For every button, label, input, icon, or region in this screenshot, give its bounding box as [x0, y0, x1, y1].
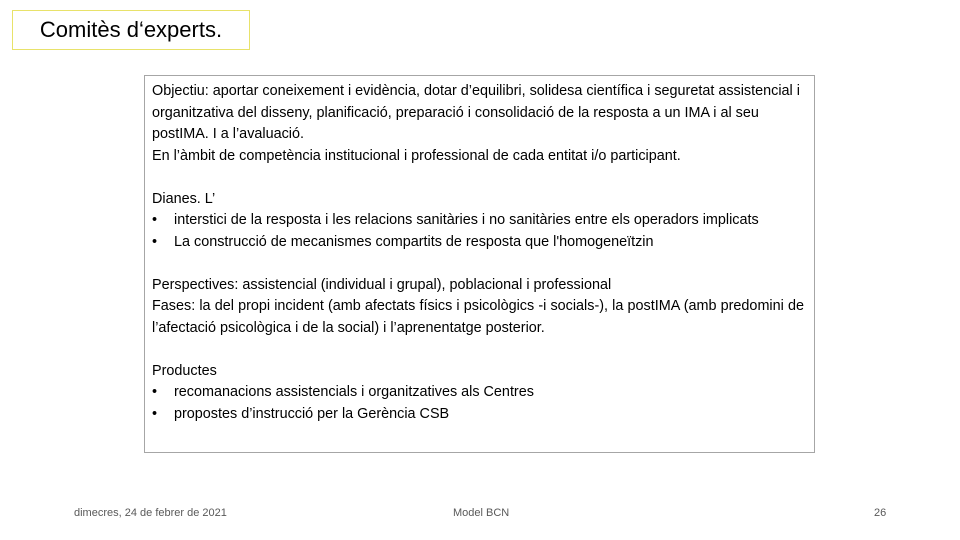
targets-suffix: . L’ — [196, 190, 216, 207]
product-item-1: recomanacions assistencials i organitzatives als Centres — [174, 384, 534, 400]
objective-paragraph — [152, 81, 804, 146]
phases-paragraph — [152, 296, 804, 339]
list-item — [152, 382, 804, 404]
footer-date: dimecres, 24 de febrer de 2021 — [74, 507, 227, 519]
phases-text: : la del propi incident (amb afectats físics i psicològics -i socials-), la postIMA (amb predomini de l’afectació psicològica i de la social) i l’aprenentatge posterior. — [152, 298, 804, 336]
list-item — [152, 210, 804, 232]
targets-label: Dianes — [152, 190, 197, 207]
objective-ima: IMA — [179, 126, 205, 142]
bullet-icon: • — [152, 405, 158, 422]
list-item — [152, 232, 804, 254]
perspectives-section — [152, 275, 804, 340]
targets-section — [152, 189, 804, 254]
objective-scope: En l’àmbit de competència institucional i professional de cada entitat i/o participant. — [152, 147, 681, 164]
slide-title-box — [12, 10, 250, 50]
content-box — [144, 75, 815, 453]
perspectives-paragraph — [152, 275, 804, 297]
slide-title: Comitès d‘experts. — [39, 17, 223, 42]
bullet-icon: • — [152, 384, 158, 400]
products-label: Productes — [152, 362, 217, 379]
product-item-2: propostes d’instrucció per la Gerència CSB — [174, 405, 450, 422]
footer-page-number: 26 — [874, 507, 887, 519]
target-item-2: La construcció de mecanismes compartits de resposta que l'homogeneïtzin — [174, 233, 654, 250]
objective-text: : aportar coneixement i evidència, dotar d’equilibri, solidesa científica i seguretat assistencial i organitzativa del disseny, planificació, preparació i consolidació de la resposta a un IMA i al seu post — [152, 83, 800, 142]
products-section — [152, 361, 804, 426]
objective-text-end: . I a l’avaluació. — [204, 126, 304, 142]
objective-section — [152, 81, 804, 167]
phases-label: Fases — [152, 298, 192, 314]
objective-label: Objectiu — [152, 83, 205, 99]
target-item-1: interstici de la resposta i les relacions sanitàries i no sanitàries entre els operadors implicats — [174, 212, 759, 228]
perspectives-text: : assistencial (individual i grupal), poblacional i professional — [234, 276, 612, 293]
footer-center: Model BCN — [453, 507, 510, 519]
perspectives-label: Perspectives — [152, 276, 235, 293]
bullet-icon: • — [152, 233, 158, 250]
list-item — [152, 404, 804, 426]
targets-heading — [152, 189, 804, 211]
bullet-icon: • — [152, 212, 158, 228]
